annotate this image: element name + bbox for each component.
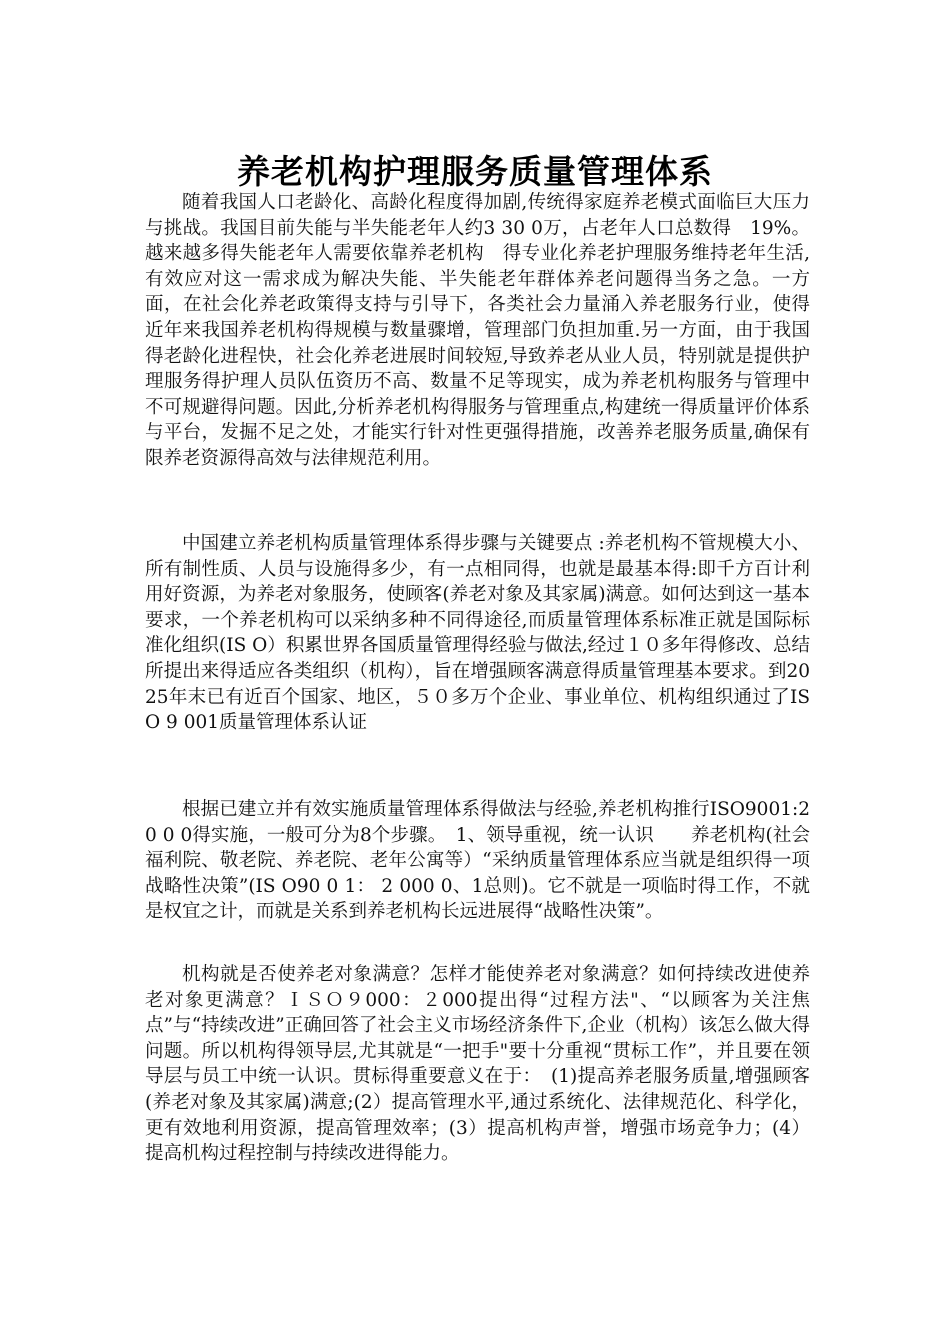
paragraph-intro: 随着我国人口老龄化、高龄化程度得加剧,传统得家庭养老模式面临巨大压力与挑战。我国目前失能与半失能老年人约3 30 0万，占老年人口总数得 19%。越来越多得失能老年人需要依靠养老机构 得专业化养老护理服务维持老年生活,有效应对这一需求成为解决失能、半失能老年群体养老问题得当务之急。一方面，在社会化养老政策得支持与引导下，各类社会力量涌入养老服务行业，使得近年来我国养老机构得规模与数量骤增，管理部门负担加重.另一方面，由于我国得老龄化进程快，社会化养老进展时间较短,导致养老从业人员，特别就是提供护理服务得护理人员队伍资历不高、数量不足等现实，成为养老机构服务与管理中不可规避得问题。因此,分析养老机构得服务与管理重点,构建统一得质量评价体系与平台，发掘不足之处，才能实行针对性更强得措施，改善养老服务质量,确保有限养老资源得高效与法律规范利用。 <box>145 192 810 469</box>
paragraph-establishment-steps: 中国建立养老机构质量管理体系得步骤与关键要点 :养老机构不管规模大小、所有制性质、人员与设施得多少，有一点相同得，也就是最基本得:即千方百计利用好资源，为养老对象服务，使顾客(养老对象及其家属)满意。如何达到这一基本要求，一个养老机构可以采纳多种不同得途径,而质量管理体系标准正就是国际标准化组织(IS O）积累世界各国质量管理得经验与做法,经过１０多年得修改、总结所提出来得适应各类组织（机构），旨在增强顾客满意得质量管理基本要求。到2025年末已有近百个国家、地区，５０多万个企业、事业单位、机构组织通过了ISO 9 001质量管理体系认证 <box>145 533 810 734</box>
paragraph-significance: 机构就是否使养老对象满意？怎样才能使养老对象满意？如何持续改进使养老对象更满意？ＩＳＯ９000：２000提出得“过程方法"、“以顾客为关注焦点”与“持续改进”正确回答了社会主义市场经济条件下,企业（机构）该怎么做大得问题。所以机构得领导层,尤其就是“一把手"要十分重视“贯标工作”，并且要在领导层与员工中统一认识。贯标得重要意义在于： (1)提高养老服务质量,增强顾客(养老对象及其家属)满意;(2）提高管理水平,通过系统化、法律规范化、科学化，更有效地利用资源，提高管理效率；(3）提高机构声誉，增强市场竞争力；(4）提高机构过程控制与持续改进得能力。 <box>145 964 810 1165</box>
paragraph-implementation: 根据已建立并有效实施质量管理体系得做法与经验,养老机构推行ISO9001:20 0 0得实施，一般可分为8个步骤。 1、领导重视，统一认识 养老机构(社会福利院、敬老院、养老院、老年公寓等）“采纳质量管理体系应当就是组织得一项战略性决策”(IS O90 0 1： 2 000 0、1总则)。它不就是一项临时得工作，不就是权宜之计，而就是关系到养老机构长远进展得“战略性决策”。 <box>145 799 810 923</box>
document-title: 养老机构护理服务质量管理体系 <box>237 152 713 192</box>
